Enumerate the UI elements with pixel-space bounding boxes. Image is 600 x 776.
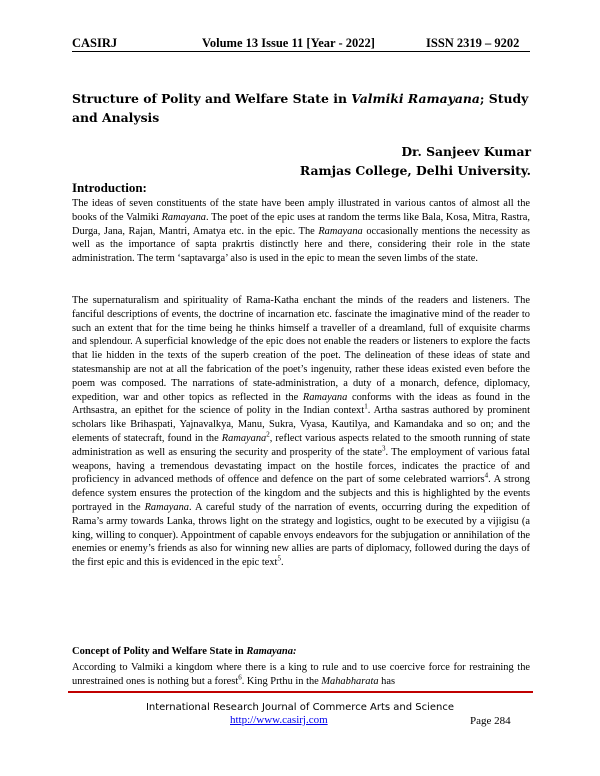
issn: ISSN 2319 – 9202 (426, 36, 520, 50)
footer-journal-name: International Research Journal of Commerce Arts and Science (145, 702, 455, 713)
footnote-ref: 2 (266, 430, 270, 439)
volume-issue: Volume 13 Issue 11 [Year - 2022] (202, 36, 375, 50)
paragraph: The ideas of seven constituents of the state have been amply illustrated in various cantos of almost all the books of the Valmiki Ramayana. The poet of the epic uses at random the terms like Bala, Kosa, Mitra, Rastra, Durga, Jana, Rajan, Mantri, Amatya etc. in the epic. The Ramayana occasionally mentions the necessity as well as the importance of sapta prakrtis distinctly here and there, considering their role in the state administration. The term ‘saptavarga’ also is used in the epic to mean the seven limbs of the state. (72, 198, 531, 265)
footnote-ref: 4 (484, 471, 489, 480)
paragraph: According to Valmiki a kingdom where there is a king to rule and to use coercive force for restraining the unrestrained ones is nothing but a forest$^6$. King Prthu in the Mahabharata has (72, 662, 530, 687)
journal-abbreviation: CASIRJ (72, 36, 118, 50)
author-affiliation: Ramjas College, Delhi University. (299, 163, 531, 178)
footnote-ref: 3 (381, 444, 386, 453)
paper-title: Structure of Polity and Welfare State in Valmiki Ramayana; Study and Analysis (72, 91, 529, 125)
footnote-ref: 1 (364, 402, 368, 411)
footnote-ref: 5 (277, 554, 281, 563)
footer-website-link[interactable]: http://www.casirj.com (230, 714, 328, 726)
section-heading-concept: Concept of Polity and Welfare State in Ramayana: (72, 646, 297, 657)
footer-divider (68, 691, 533, 693)
section-heading-introduction: Introduction: (72, 180, 147, 195)
footnote-ref: 6 (238, 673, 242, 682)
header-divider (72, 51, 530, 52)
author-name: Dr. Sanjeev Kumar (401, 144, 531, 159)
paragraph: The supernaturalism and spirituality of Rama-Katha enchant the minds of the readers and listeners. The fanciful descriptions of events, the doctrine of incarnation etc. fascinate the imaginative mind of the reader to such an extent that for the time being he thinks himself a traveller of a dreamland, full of exquisite charms and splendour. A superficial knowledge of the epic does not enable the readers or listeners to explore the facts that lie hidden in the texts of the superb creation of the poet. The delineation of these ideas of state and statesmanship are not at all the fabrication of the poet’s ingenuity, rather these ideas existed even before the poem was composed. The narrations of state-administration, a duty of a monarch, defence, diplomacy, expedition, war and other topics as reflected in the Ramayana conforms with the ideas as found in the Arthsastra, an epithet for the science of polity in the Indian context$^1$. Artha sastras authored by prominent scholars like Brihaspati, Yajnavalkya, Manu, Sukra, Vyasa, Kautilya, and Kamandaka and so on; and the elements of statecraft, found in the Ramayana$^2$, reflect various aspects related to the smooth running of state administration as well as ensuring the security and prosperity of the state$^3$. The employment of various fatal weapons, having a tremendous devastating impact on the hostile forces, indicates the practice of and proficiency in advanced methods of offence and defence on the part of some celebrated warriors$^4$. A strong defence system ensures the protection of the kingdom and the subjects and this is highlighted by the events portrayed in the Ramayana. A careful study of the narration of events, occurring during the expedition of Rama’s army towards Lanka, throws light on the strategy and logistics, ought to be executed by a vijigisu (a king, willing to conquer). Appointment of capable envoys endeavors for the subjugation or annihilation of the enemies or enemy’s friends as also for winning new allies are parts of diplomacy, followed during the days of the first epic and this is evidenced in the epic text$^5$. (72, 295, 531, 569)
page-number: Page 284 (470, 715, 511, 727)
